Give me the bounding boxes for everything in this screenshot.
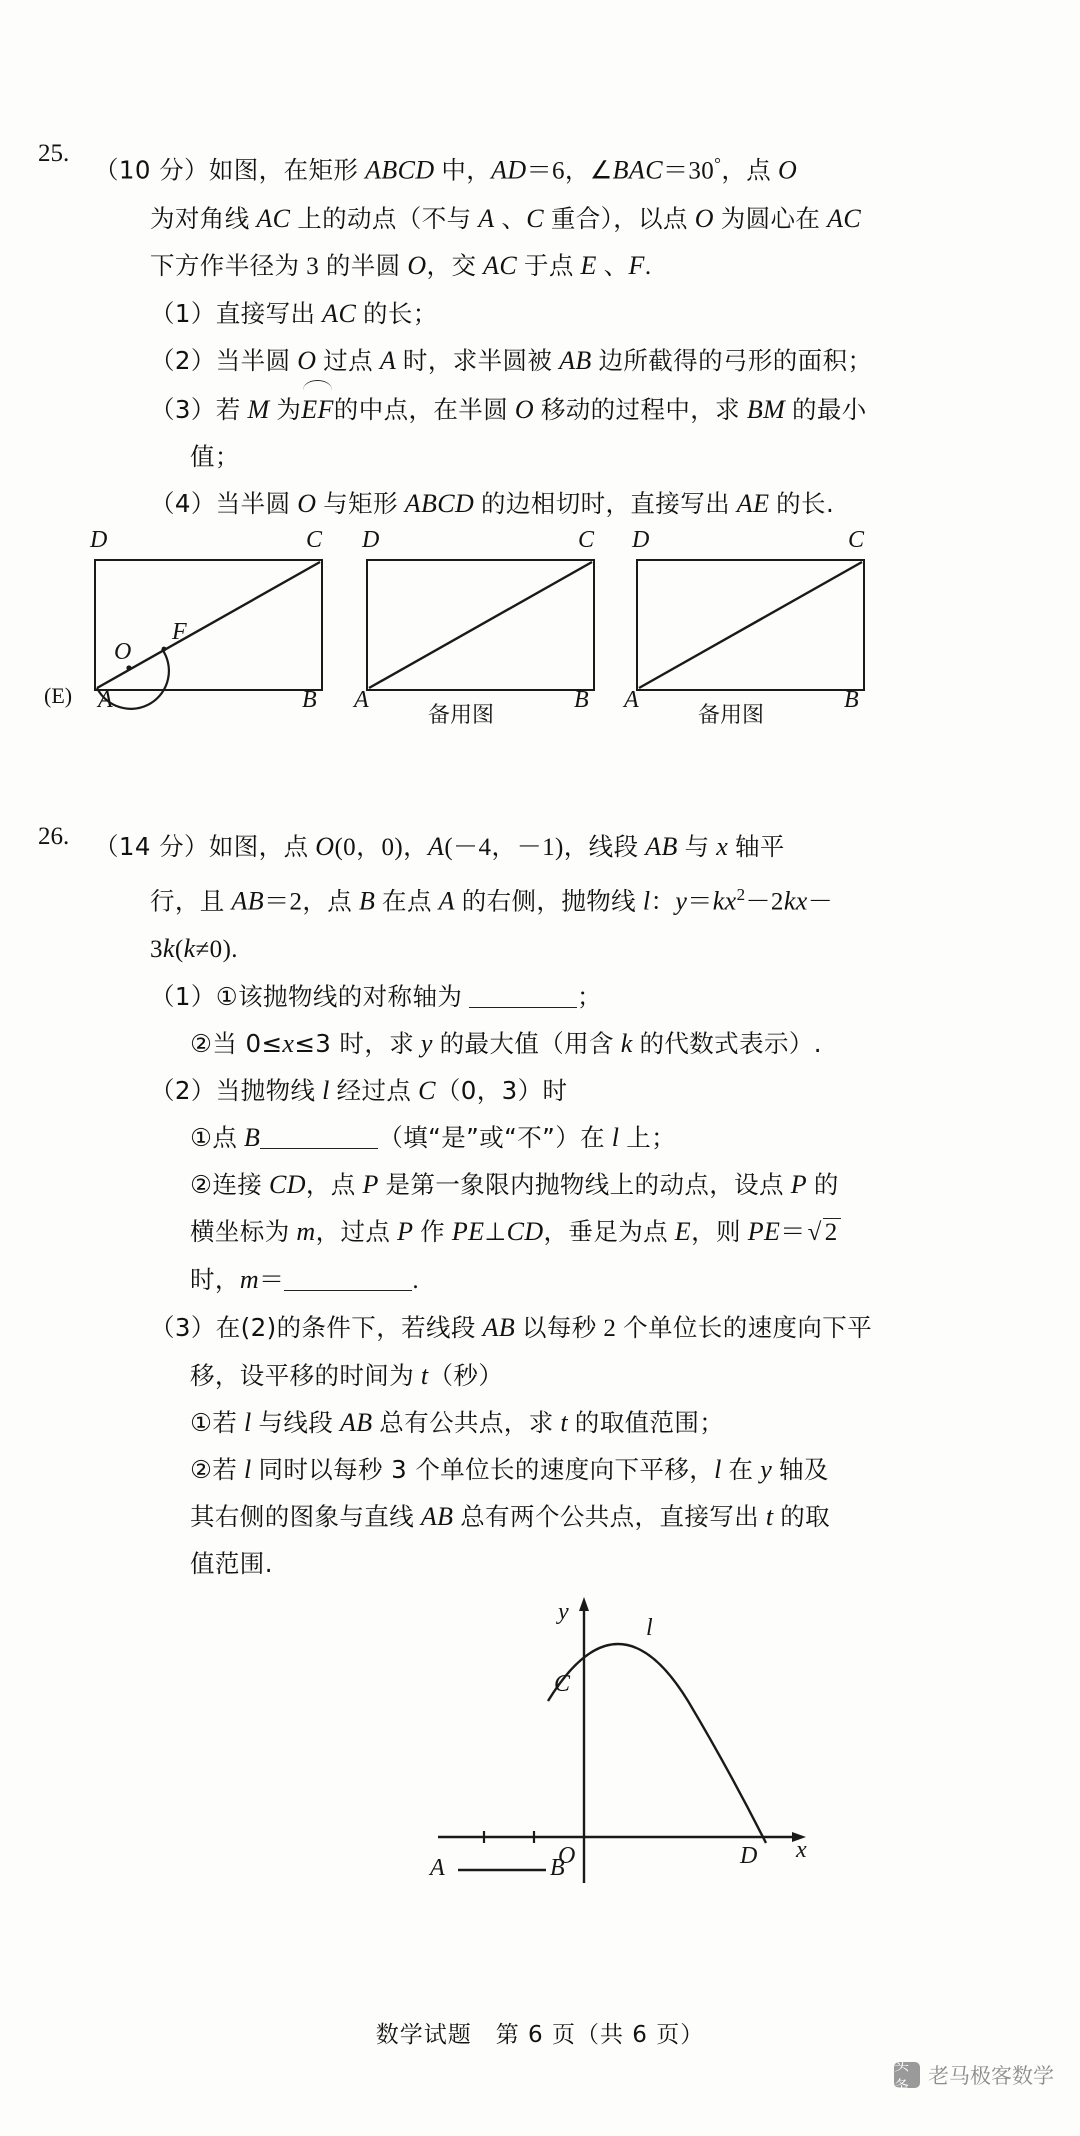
problem-26-line-10: 时，m＝ . bbox=[190, 1265, 420, 1294]
figure-2-label-C: C bbox=[578, 526, 595, 553]
watermark-logo: 头条 bbox=[894, 2062, 920, 2088]
problem-26-coordinate-figure bbox=[398, 1593, 818, 1893]
answer-blank-3[interactable] bbox=[284, 1268, 412, 1291]
figure-1-label-F: F bbox=[172, 618, 187, 645]
figure-3-rectangle bbox=[624, 526, 865, 713]
figure-1-label-D: D bbox=[90, 526, 108, 553]
problem-25-figures bbox=[44, 526, 1048, 745]
label-curve-l: l bbox=[646, 1615, 653, 1641]
figure-2-caption: 备用图 bbox=[428, 702, 495, 728]
problem-25-line-3: 下方作半径为 3 的半圆 O，交 AC 于点 E 、F. bbox=[150, 250, 652, 280]
figure-3-label-D: D bbox=[632, 526, 650, 553]
problem-25-number: 25. bbox=[38, 140, 70, 167]
figure-1-semicircle bbox=[92, 557, 332, 697]
problem-26-line-5: ②当 0≤x≤3 时，求 y 的最大值（用含 k 的代数式表示）. bbox=[190, 1029, 822, 1058]
figure-2-rectangle bbox=[354, 526, 595, 713]
problem-26-line-13: ①若 l 与线段 AB 总有公共点，求 t 的取值范围； bbox=[190, 1408, 725, 1437]
problem-25-line-8: （4）当半圆 O 与矩形 ABCD 的边相切时，直接写出 AE 的长. bbox=[150, 488, 835, 518]
problem-25-line-7: 值； bbox=[190, 441, 240, 471]
watermark bbox=[894, 2056, 1054, 2095]
problem-25-line-4: （1）直接写出 AC 的长； bbox=[150, 298, 438, 328]
problem-26-line-9: 横坐标为 m，过点 P 作 PE⊥CD，垂足为点 E，则 PE＝√ 2 bbox=[94, 1208, 1048, 1256]
figure-1-rectangle bbox=[44, 526, 323, 713]
y-axis-arrow bbox=[579, 1597, 589, 1611]
problem-26-line-11: （3）在(2)的条件下，若线段 AB 以每秒 2 个单位长的速度向下平 bbox=[150, 1313, 873, 1342]
label-point-D: D bbox=[740, 1843, 758, 1869]
figure-3-diagonal bbox=[638, 561, 863, 689]
problem-26-line-7: ①点 B （填“是”或“不”）在 l 上； bbox=[190, 1123, 677, 1152]
problem-25-body bbox=[94, 140, 1048, 527]
label-point-C: C bbox=[554, 1671, 571, 1697]
label-x-axis: x bbox=[796, 1837, 807, 1863]
page-footer: 数学试题 第 6 页（共 6 页） bbox=[375, 2022, 705, 2048]
problem-25-line-6: （3）若 M 为EF的中点，在半圆 O 移动的过程中，求 BM 的最小 bbox=[94, 384, 1048, 433]
label-y-axis: y bbox=[558, 1599, 569, 1625]
problem-26-line-15: 其右侧的图象与直线 AB 总有两个公共点，直接写出 t 的取 bbox=[190, 1502, 831, 1531]
figure-3-label-C: C bbox=[848, 526, 865, 553]
problem-26-line-12: 移，设平移的时间为 t（秒） bbox=[190, 1361, 504, 1390]
label-origin-O: O bbox=[558, 1843, 576, 1869]
answer-blank-1[interactable] bbox=[469, 985, 577, 1008]
problem-25 bbox=[38, 140, 1048, 745]
figure-3-label-A: A bbox=[624, 686, 639, 713]
problem-26-body bbox=[94, 823, 1048, 1588]
problem-26-line-3: 3k(k≠0). bbox=[150, 934, 238, 963]
watermark-text: 老马极客数学 bbox=[928, 2064, 1054, 2088]
problem-26 bbox=[38, 823, 1048, 1894]
problem-26-line-4: （1）①该抛物线的对称轴为 ； bbox=[150, 982, 602, 1011]
problem-26-line-14: ②若 l 同时以每秒 3 个单位长的速度向下平移，l 在 y 轴及 bbox=[190, 1455, 829, 1484]
problem-26-points: （14 分） bbox=[94, 831, 209, 861]
problem-25-line-2: 为对角线 AC 上的动点（不与 A 、C 重合），以点 O 为圆心在 AC bbox=[150, 203, 862, 233]
label-segment-B: B bbox=[550, 1855, 565, 1881]
figure-1-label-E: (E) bbox=[44, 682, 73, 708]
figure-1-label-O: O bbox=[114, 638, 132, 665]
parabola-curve bbox=[548, 1644, 766, 1843]
problem-26-line-16: 值范围. bbox=[190, 1549, 273, 1578]
figure-2-label-A: A bbox=[354, 686, 369, 713]
problem-26-line-6: （2）当抛物线 l 经过点 C（0，3）时 bbox=[150, 1076, 568, 1105]
figure-1-label-A: A bbox=[98, 686, 113, 713]
problem-25-line-1: （10 分）如图，在矩形 ABCD 中，AD＝6，∠BAC＝30°，点 O bbox=[94, 154, 798, 185]
problem-25-points: （10 分） bbox=[94, 155, 209, 185]
figure-3-caption: 备用图 bbox=[698, 702, 765, 728]
page-content bbox=[38, 140, 1048, 1899]
problem-25-line-5: （2）当半圆 O 过点 A 时，求半圆被 AB 边所截得的弓形的面积； bbox=[150, 345, 873, 375]
problem-26-line-2: 行，且 AB＝2，点 B 在点 A 的右侧，抛物线 l：$y=kx^2-2kx-$ bbox=[150, 884, 834, 915]
figure-2-label-D: D bbox=[362, 526, 380, 553]
figure-2-label-B: B bbox=[574, 686, 589, 713]
problem-26-line-1: （14 分）如图，点 O(0，0)，A(－4，－1)，线段 AB 与 x 轴平 bbox=[94, 831, 785, 861]
label-segment-A: A bbox=[430, 1855, 445, 1881]
figure-3-label-B: B bbox=[844, 686, 859, 713]
answer-blank-2[interactable] bbox=[260, 1126, 378, 1149]
figure-1-label-C: C bbox=[306, 526, 323, 553]
figure-1-label-B: B bbox=[302, 686, 317, 713]
problem-26-line-8: ②连接 CD，点 P 是第一象限内抛物线上的动点，设点 P 的 bbox=[190, 1170, 839, 1199]
problem-26-number: 26. bbox=[38, 822, 70, 850]
figure-2-diagonal bbox=[368, 561, 593, 689]
